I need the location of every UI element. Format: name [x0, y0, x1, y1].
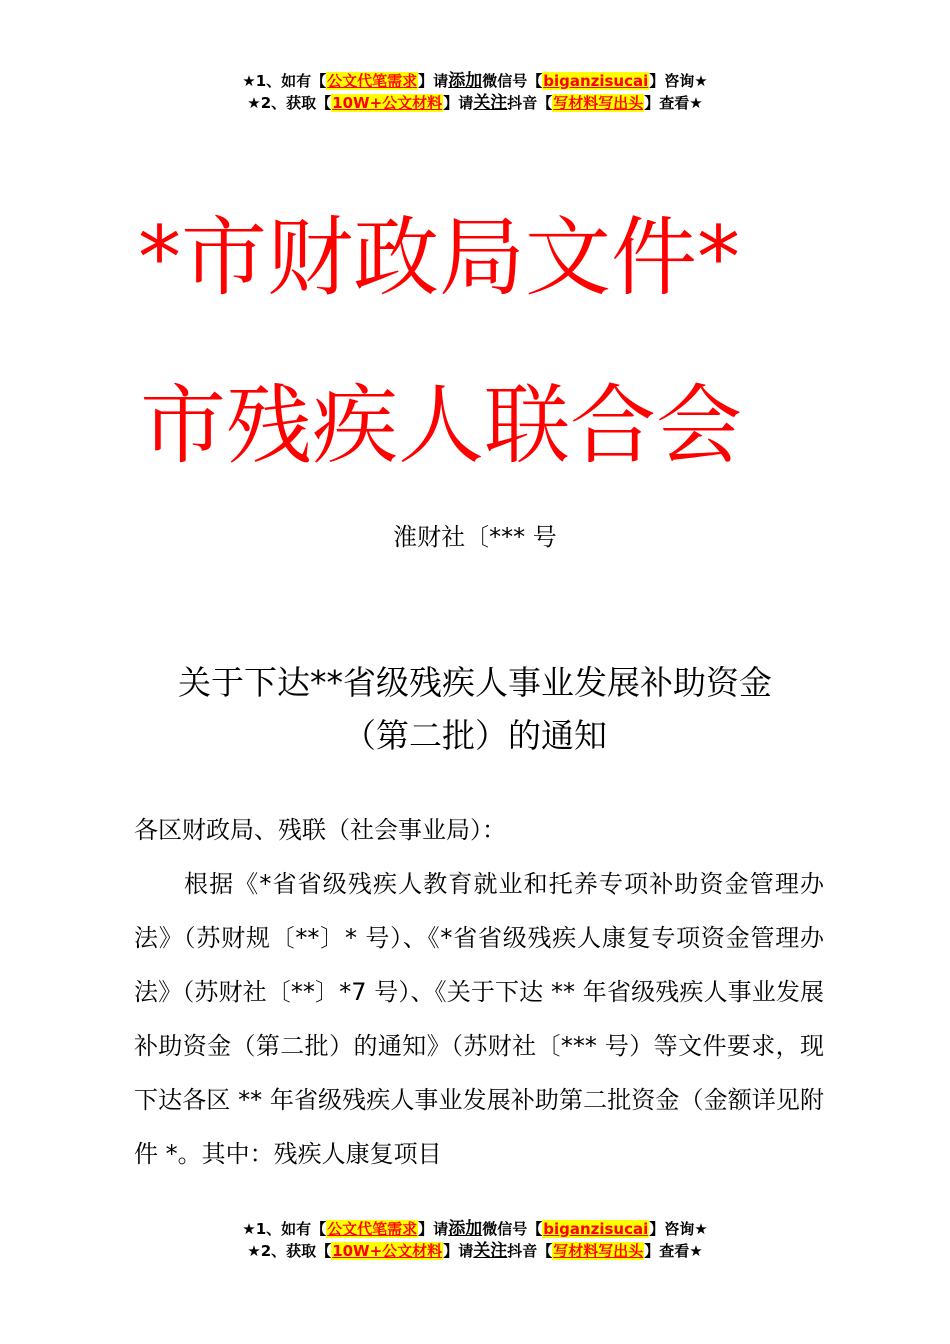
- promo-emphasis: 关注: [473, 93, 508, 113]
- promo-line-1: [0, 70, 950, 92]
- promo-emphasis: 关注: [473, 1241, 508, 1261]
- promo-wechat-id: biganzisucai: [543, 1220, 649, 1238]
- promo-highlight: 10W+公文材料: [332, 1242, 443, 1260]
- promo-banner-top: [0, 70, 950, 114]
- promo-line-1: [0, 1218, 950, 1240]
- promo-text: ★2、获取【: [247, 1242, 332, 1260]
- promo-text: 】查看★: [644, 1242, 703, 1260]
- promo-text: 微信号【: [482, 1220, 543, 1238]
- promo-text: 】查看★: [644, 94, 703, 112]
- promo-highlight: 公文代笔需求: [327, 1220, 418, 1238]
- document-number: 淮财社〔*** 号: [393, 523, 557, 551]
- promo-text: 抖音【: [507, 1242, 553, 1260]
- document-title-line-2: （第二批）的通知: [343, 716, 607, 755]
- promo-text: ★1、如有【: [242, 72, 327, 90]
- promo-text: 】请: [418, 72, 449, 90]
- promo-line-2: [0, 1240, 950, 1262]
- promo-line-2: [0, 92, 950, 114]
- promo-text: 】请: [443, 94, 474, 112]
- promo-banner-bottom: [0, 1218, 950, 1262]
- document-title-line-1: 关于下达**省级残疾人事业发展补助资金: [178, 663, 772, 702]
- promo-text: 】咨询★: [649, 72, 708, 90]
- promo-emphasis: 添加: [448, 1219, 483, 1239]
- promo-highlight: 写材料写出头: [553, 1242, 644, 1260]
- promo-text: 】请: [443, 1242, 474, 1260]
- issuing-org-1: *市财政局文件*: [138, 208, 740, 308]
- body-paragraph: 根据《*省省级残疾人教育就业和托养专项补助资金管理办法》（苏财规〔**〕* 号）、《*省省级残疾人康复专项资金管理办法》（苏财社〔**〕*7 号）、《关于下达 ** 年省级残疾人事业发展补助资金（第二批）的通知》（苏财社〔*** 号）等文件要求，现下达各区 ** 年省级残疾人事业发展补助第二批资金（金额详见附件 *。其中：残疾人康复项目: [134, 870, 824, 1168]
- promo-wechat-id: biganzisucai: [543, 72, 649, 90]
- promo-text: 】咨询★: [649, 1220, 708, 1238]
- promo-text: ★1、如有【: [242, 1220, 327, 1238]
- promo-emphasis: 添加: [448, 71, 483, 91]
- promo-text: ★2、获取【: [247, 94, 332, 112]
- promo-text: 抖音【: [507, 94, 553, 112]
- issuing-org-2: 市残疾人联合会: [140, 376, 742, 476]
- promo-text: 】请: [418, 1220, 449, 1238]
- promo-highlight: 10W+公文材料: [332, 94, 443, 112]
- promo-text: 微信号【: [482, 72, 543, 90]
- salutation: 各区财政局、残联（社会事业局）：: [134, 816, 506, 844]
- promo-highlight: 公文代笔需求: [327, 72, 418, 90]
- promo-highlight: 写材料写出头: [553, 94, 644, 112]
